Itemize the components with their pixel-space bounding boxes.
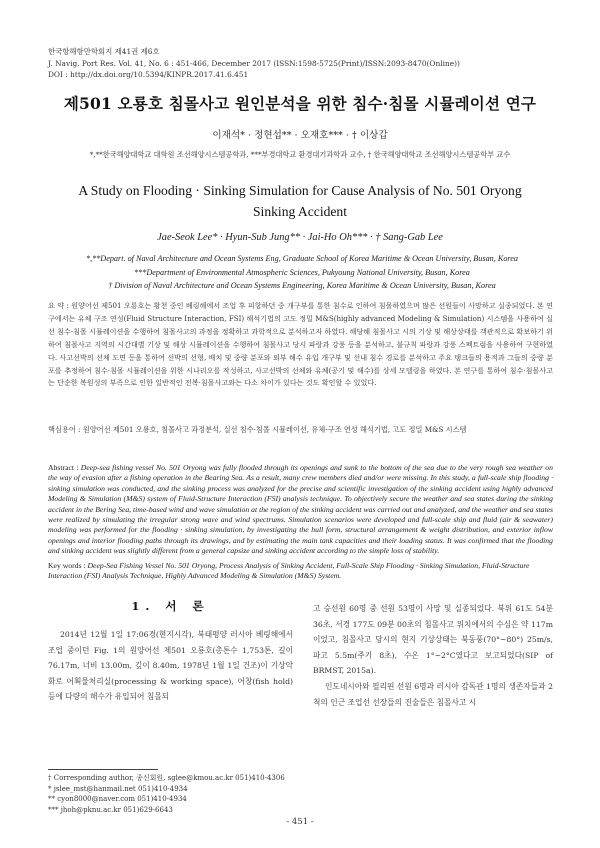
footnote-author-1: * jslee_mst@hanmail.net 051)410-4934 [48, 784, 188, 793]
abstract-english-text: Deep-sea fishing vessel No. 501 Oryong was fully flooded through its openings and sunk to the bottom of the sea due to the very rough sea weather on the way of evasion after a fishing operation in the Bearing Sea. As a result, many crew members died and/or were missing. In this study, a full-scale ship flooding · sinking simulation was conducted, and the sinking process was analyzed for the precise and scientific investigation of the sinking accident using highly advanced Modeling & Simulation (M&S) system of Fluid-Structure Interaction (FSI) analysis technique. To objectively secure the weather and sea states during the sinking accident in the Bering Sea, time-based wind and wave simulation at the region of the sinking accident was carried out and analyzed, and the weather and sea states were realized by simulating the irregular strong wave and wind spectrums. Simulation scenarios were developed and full-scale ship and fluid (air & seawater) modeling was performed for the flooding · sinking simulation, by investigating the hull form, structural arrangement & weight distribution, and exterior inflow openings and interior flooding paths through its drawings, and by estimating the main tank capacities and their loading status. It was confirmed that the flooding and sinking accident was slightly different from a general capsize and sinking accident according to the simple loss of stability. [48, 463, 553, 556]
footnote-author-3: *** jhoh@pknu.ac.kr 051)629-6643 [48, 805, 173, 814]
paper-title-korean: 제501 오룡호 침몰사고 원인분석을 위한 침수·침몰 시뮬레이션 연구 [63, 94, 537, 113]
abstract-english-label: Abstract : [48, 463, 81, 472]
journal-header [48, 46, 460, 81]
authors-korean: 이재석* · 정현섭** · 오재호*** · † 이상갑 [212, 130, 388, 141]
abstract-english [48, 463, 553, 557]
body-left-column: 2014년 12월 1일 17:06경(현지시각), 북태평양 러시아 베링해에서 조업 중이던 Fig. 1의 원양어선 제501 오룡호(총톤수 1,753톤, 길이 76.17m, 너비 13.00m, 깊이 8.40m, 1978년 1월 1일 건조)이 기상악화로 어획물처리실(processing & working space), 어창(fish hold) 등에 다량의 해수가 유입되어 침몰되 [48, 630, 293, 702]
body-right-paragraph-2: 인도네시아와 필리핀 선원 6명과 러시아 감독관 1명의 생존자들과 2척의 인근 조업선 선장들의 진술들은 침몰사고 시 [313, 681, 553, 707]
footnote-divider [48, 769, 158, 770]
keywords-english-label: Key words : [48, 561, 88, 570]
affiliations-korean: *,**한국해양대학교 대학원 조선해양시스템공학과, ***부경대학교 환경대기과학과 교수, † 한국해양대학교 조선해양시스템공학부 교수 [89, 150, 511, 159]
affiliation-english-1: *,**Depart. of Naval Architecture and Ocean Systems Eng, Graduate School of Korea Maritime & Ocean University, Busan, Korea [85, 254, 519, 263]
abstract-korean: 요 약 : 원양어선 제501 오룡호는 황천 중인 베링해에서 조업 후 피항하던 중 개구부를 통한 침수로 인하여 침몰하였으며 많은 선원들이 사망하고 실종되었다. 본 연구에서는 유체 구조 연성(Fluid Structure Interaction, FSI) 해석기법의 고도 정밀 M&S(highly advanced Modeling & Simulation) 시스템을 사용하여 실선 침수·침몰 시뮬레이션을 수행하여 침몰사고의 과정을 정확하고 과학적으로 분석하고자 하였다. 해당해 침몰사고 시의 기상 및 해상상태를 객관적으로 확보하기 위하여 침몰사고 지역의 시간대별 기상 및 해상 시뮬레이션을 수행하여 침몰사고 당시 파랑과 강풍 등을 분석하고, 불규칙 파랑과 강풍 스펙트럼을 사용하여 구현하였다. 사고선박의 선체 도면 등을 통하여 선박의 선형, 배치 및 중량 분포와 외부 해수 유입 개구부 및 선내 침수 경로를 분석하고 주요 탱크들의 용적과 그들의 중량 분포를 추정하여 침수·침몰 시뮬레이션을 위한 시나리오를 작성하고, 사고선박의 선체와 유체(공기 및 해수)를 상세 모델링을 하였다. 본 연구를 통하여 침수·침몰사고는 단순한 복원성의 부족으로 인한 일반적인 전복·침몰사고와는 다소 차이가 있다는 것도 확인할 수 있었다. [48, 301, 553, 388]
paper-title-english: A Study on Flooding · Sinking Simulation for Cause Analysis of No. 501 Oryong Sinking Accident [78, 183, 522, 219]
journal-header-korean: 한국항해항만학회지 제41권 제6호 [48, 47, 160, 56]
body-right-column [313, 601, 553, 710]
footnote-corresponding: † Corresponding author, 종신회원, sglee@kmou.ac.kr 051)410-4306 [48, 774, 285, 782]
keywords-english [48, 561, 553, 582]
page-number: - 451 - [286, 817, 314, 827]
affiliations-english [48, 252, 556, 293]
keywords-english-text: Deep-Sea Fishing Vessel No. 501 Oryong, Process Analysis of Sinking Accident, Full-Scale Ship Flooding · Sinking Simulation, Fluid-Structure Interaction (FSI) Analysis Technique, Highly Advanced Modeling & Simulation (M&S) System. [48, 561, 530, 581]
section-title-introduction: 1. 서 론 [131, 599, 210, 613]
affiliation-english-3: † Division of Naval Architecture and Ocean Systems Engineering, Korea Maritime & Ocean University, Busan, Korea [108, 281, 496, 291]
body-right-paragraph-1: 고 승선원 60명 중 선원 53명이 사망 및 실종되었다. 북위 61도 54분 36초, 서경 177도 09분 00초의 침몰사고 위치에서의 수심은 약 117m이었고, 침몰사고 당시의 현지 기상상태는 북동풍(70°~80°) 25m/s, 파고 5.5m(주기 8초), 수온 1°~2°C였다고 보고되었다(SIP of BRMST, 2015a). [313, 604, 553, 676]
keywords-korean: 핵심용어 : 원양어선 제501 오룡호, 침몰사고 과정분석, 실선 침수·침몰 시뮬레이션, 유체-구조 연성 해석기법, 고도 정밀 M&S 시스템 [48, 425, 467, 434]
footnote-author-2: ** cyon8000@naver.com 051)410-4934 [48, 795, 187, 804]
journal-header-citation: J. Navig. Port Res. Vol. 41, No. 6 : 451-466, December 2017 (ISSN:1598-5725(Print)/ISSN:2093-8470(Online)) [48, 58, 460, 68]
authors-english: Jae-Seok Lee* · Hyun-Sub Jung** · Jai-Ho Oh*** · † Sang-Gab Lee [157, 232, 443, 243]
affiliation-english-2: ***Department of Environmental Atmospheric Sciences, Pukyoung National University, Busan, Korea [134, 267, 470, 277]
journal-header-doi[interactable]: DOI : http://dx.doi.org/10.5394/KINPR.2017.41.6.451 [48, 70, 249, 79]
footnotes [48, 773, 285, 815]
